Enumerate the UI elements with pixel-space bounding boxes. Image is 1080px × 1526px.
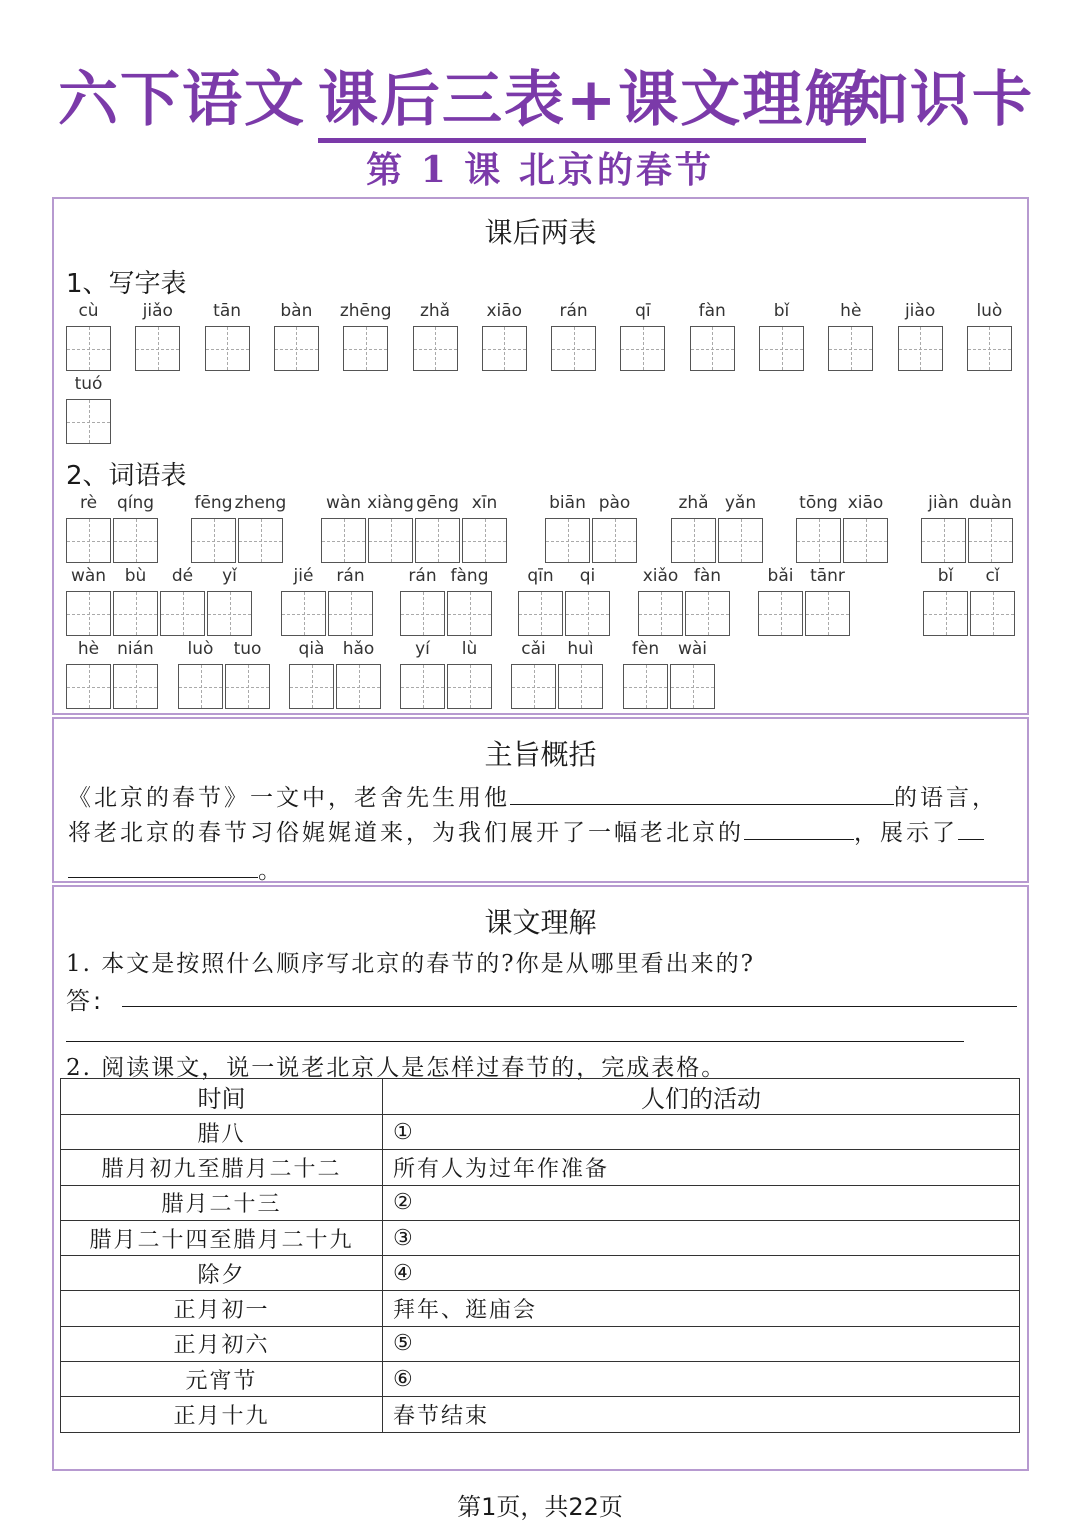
write-cell[interactable]: [690, 326, 735, 371]
write-cell[interactable]: [759, 326, 804, 371]
write-pinyin: cù: [78, 301, 99, 321]
write-pinyin: qī: [635, 301, 651, 321]
row-activity[interactable]: ⑤: [383, 1326, 1020, 1361]
write-cell[interactable]: [413, 326, 458, 371]
row-activity[interactable]: 所有人为过年作准备: [383, 1150, 1020, 1185]
table-row: [61, 1291, 1020, 1326]
word-pinyin: yí: [415, 639, 430, 659]
theme-line-2: [68, 814, 984, 847]
word-cell[interactable]: [238, 518, 283, 563]
word-pinyin: zheng: [234, 493, 287, 513]
write-cell[interactable]: [828, 326, 873, 371]
title-left: 六下语文: [58, 65, 306, 135]
word-cell[interactable]: [638, 591, 683, 636]
word-pinyin: dé: [171, 566, 194, 586]
theme-blank-1[interactable]: [510, 783, 894, 805]
write-cell[interactable]: [274, 326, 319, 371]
word-cell[interactable]: [415, 518, 460, 563]
word-pinyin: fēng: [194, 493, 233, 513]
character-tables-panel: [52, 197, 1029, 715]
table-row: [61, 1220, 1020, 1255]
write-cell[interactable]: [967, 326, 1012, 371]
word-pinyin: duàn: [969, 493, 1012, 513]
word-pinyin: luò: [187, 639, 214, 659]
row-activity[interactable]: ⑥: [383, 1362, 1020, 1397]
word-cell[interactable]: [66, 591, 111, 636]
row-time: 元宵节: [61, 1362, 383, 1397]
answer-line-1[interactable]: [122, 1006, 1017, 1007]
row-activity[interactable]: ②: [383, 1185, 1020, 1220]
write-pinyin: fàn: [698, 301, 726, 321]
write-cell[interactable]: [482, 326, 527, 371]
word-pinyin: hè: [77, 639, 100, 659]
write-pinyin: xiāo: [486, 301, 523, 321]
word-pinyin: tānr: [810, 566, 845, 586]
word-pinyin: rán: [408, 566, 437, 586]
word-pinyin: xiǎo: [642, 566, 679, 586]
answer-line-2[interactable]: [66, 1041, 964, 1042]
word-pinyin: pào: [598, 493, 631, 513]
word-pinyin: fàn: [693, 566, 722, 586]
theme-blank-2[interactable]: [744, 818, 854, 840]
row-time: 正月初六: [61, 1326, 383, 1361]
word-cell[interactable]: [758, 591, 803, 636]
word-cell[interactable]: [113, 664, 158, 709]
word-cell[interactable]: [565, 591, 610, 636]
question-1: 1. 本文是按照什么顺序写北京的春节的?你是从哪里看出来的?: [66, 951, 755, 977]
theme-line-3: [68, 852, 284, 885]
word-cell[interactable]: [160, 591, 205, 636]
theme-line-1-end: 的语言，: [894, 785, 998, 811]
write-pinyin: zhēng: [339, 301, 392, 321]
write-pinyin: tuó: [74, 374, 103, 394]
word-cell[interactable]: [66, 664, 111, 709]
table-row: [61, 1397, 1020, 1432]
word-cell[interactable]: [225, 664, 270, 709]
row-activity[interactable]: ④: [383, 1256, 1020, 1291]
word-cell[interactable]: [289, 664, 334, 709]
word-pinyin: rè: [79, 493, 98, 513]
word-cell[interactable]: [113, 591, 158, 636]
word-cell[interactable]: [623, 664, 668, 709]
word-cell[interactable]: [970, 591, 1015, 636]
word-cell[interactable]: [921, 518, 966, 563]
page-title: [0, 52, 1080, 135]
row-time: 腊月二十四至腊月二十九: [61, 1220, 383, 1255]
word-cell[interactable]: [511, 664, 556, 709]
word-cell[interactable]: [66, 518, 111, 563]
word-pinyin: bù: [124, 566, 147, 586]
theme-heading: 主旨概括: [484, 738, 597, 771]
understanding-heading: 课文理解: [484, 906, 597, 939]
row-time: 除夕: [61, 1256, 383, 1291]
word-pinyin: yǎn: [724, 493, 757, 513]
write-cell[interactable]: [620, 326, 665, 371]
write-cell[interactable]: [66, 326, 111, 371]
word-pinyin: rán: [336, 566, 365, 586]
theme-line-2-end: ，展示了: [854, 820, 958, 846]
row-time: 腊月初九至腊月二十二: [61, 1150, 383, 1185]
table-row: [61, 1150, 1020, 1185]
row-activity[interactable]: ③: [383, 1220, 1020, 1255]
theme-blank-3a[interactable]: [958, 818, 984, 840]
word-pinyin: wàn: [325, 493, 362, 513]
word-pinyin: zhǎ: [678, 493, 709, 513]
activities-table: [60, 1078, 1020, 1433]
word-pinyin: qià: [298, 639, 325, 659]
theme-line-1: [68, 779, 998, 812]
word-pinyin: lù: [461, 639, 478, 659]
word-cell[interactable]: [400, 591, 445, 636]
word-pinyin: tuo: [233, 639, 262, 659]
word-cell[interactable]: [805, 591, 850, 636]
word-pinyin: huì: [567, 639, 594, 659]
word-cell[interactable]: [368, 518, 413, 563]
word-pinyin: xīn: [471, 493, 498, 513]
word-cell[interactable]: [518, 591, 563, 636]
word-pinyin: cǐ: [985, 566, 1000, 586]
word-pinyin: jié: [293, 566, 314, 586]
word-pinyin: wàn: [70, 566, 107, 586]
title-right: 知识卡: [848, 65, 1034, 135]
word-cell[interactable]: [191, 518, 236, 563]
write-table-title: 1、写字表: [66, 269, 187, 299]
word-pinyin: bǎi: [767, 566, 794, 586]
word-pinyin: gēng: [416, 493, 459, 513]
word-pinyin: xiàng: [367, 493, 414, 513]
word-pinyin: fèn: [631, 639, 660, 659]
word-pinyin: tōng: [799, 493, 838, 513]
write-pinyin: hè: [840, 301, 862, 321]
lesson-title: 第 1 课 北京的春节: [366, 149, 714, 191]
write-cell[interactable]: [551, 326, 596, 371]
table-row: [61, 1185, 1020, 1220]
word-cell[interactable]: [843, 518, 888, 563]
word-pinyin: fàng: [450, 566, 489, 586]
title-mid: 课后三表+课文理解: [318, 52, 866, 143]
word-pinyin: qi: [579, 566, 596, 586]
write-pinyin: luò: [976, 301, 1003, 321]
word-pinyin: jiàn: [928, 493, 959, 513]
theme-line-1-start: 《北京的春节》一文中，老舍先生用他: [68, 785, 510, 811]
table-row: [61, 1115, 1020, 1150]
table-header-row: [61, 1079, 1020, 1115]
write-pinyin: rán: [559, 301, 588, 321]
word-cell[interactable]: [923, 591, 968, 636]
write-pinyin: tān: [213, 301, 242, 321]
theme-line-2-start: 将老北京的春节习俗娓娓道来，为我们展开了一幅老北京的: [68, 820, 744, 846]
word-pinyin: yǐ: [222, 566, 237, 586]
word-cell[interactable]: [178, 664, 223, 709]
table-row: [61, 1256, 1020, 1291]
word-pinyin: cǎi: [521, 639, 546, 659]
word-cell[interactable]: [968, 518, 1013, 563]
word-table-title: 2、词语表: [66, 461, 187, 491]
write-pinyin: jiào: [904, 301, 936, 321]
write-pinyin: zhǎ: [419, 301, 451, 321]
word-pinyin: qīn: [527, 566, 554, 586]
header-activity: 人们的活动: [383, 1079, 1020, 1115]
row-time: 正月初一: [61, 1291, 383, 1326]
header-time: 时间: [61, 1079, 383, 1115]
word-cell[interactable]: [592, 518, 637, 563]
word-cell[interactable]: [447, 591, 492, 636]
word-cell[interactable]: [321, 518, 366, 563]
word-cell[interactable]: [670, 664, 715, 709]
word-cell[interactable]: [545, 518, 590, 563]
word-pinyin: hǎo: [342, 639, 375, 659]
answer-label: 答:: [66, 987, 105, 1015]
theme-line-3-end: 。: [258, 858, 284, 884]
write-pinyin: bǐ: [773, 301, 790, 321]
row-time: 腊月二十三: [61, 1185, 383, 1220]
word-cell[interactable]: [558, 664, 603, 709]
word-cell[interactable]: [207, 591, 252, 636]
word-cell[interactable]: [462, 518, 507, 563]
word-pinyin: nián: [117, 639, 154, 659]
word-cell[interactable]: [685, 591, 730, 636]
word-cell[interactable]: [336, 664, 381, 709]
row-time: 正月十九: [61, 1397, 383, 1432]
write-cell[interactable]: [898, 326, 943, 371]
word-pinyin: biān: [549, 493, 586, 513]
word-pinyin: bǐ: [937, 566, 954, 586]
word-cell[interactable]: [400, 664, 445, 709]
word-cell[interactable]: [328, 591, 373, 636]
theme-blank-3b[interactable]: [68, 856, 258, 878]
table-row: [61, 1362, 1020, 1397]
write-cell[interactable]: [343, 326, 388, 371]
page-indicator: 第1页，共22页: [457, 1493, 623, 1521]
word-pinyin: wài: [677, 639, 708, 659]
row-activity[interactable]: 春节结束: [383, 1397, 1020, 1432]
write-cell[interactable]: [66, 399, 111, 444]
word-cell[interactable]: [718, 518, 763, 563]
word-cell[interactable]: [113, 518, 158, 563]
write-pinyin: jiǎo: [142, 301, 173, 321]
word-pinyin: xiāo: [847, 493, 884, 513]
character-tables-heading: 课后两表: [484, 216, 597, 249]
question-2: 2. 阅读课文，说一说老北京人是怎样过春节的，完成表格。: [66, 1055, 727, 1081]
word-cell[interactable]: [447, 664, 492, 709]
write-pinyin: bàn: [280, 301, 313, 321]
theme-panel: [52, 717, 1029, 883]
write-cell[interactable]: [205, 326, 250, 371]
word-pinyin: qíng: [116, 493, 155, 513]
row-activity[interactable]: ①: [383, 1115, 1020, 1150]
row-time: 腊八: [61, 1115, 383, 1150]
row-activity[interactable]: 拜年、逛庙会: [383, 1291, 1020, 1326]
word-cell[interactable]: [671, 518, 716, 563]
word-cell[interactable]: [281, 591, 326, 636]
table-row: [61, 1326, 1020, 1361]
word-cell[interactable]: [796, 518, 841, 563]
write-cell[interactable]: [135, 326, 180, 371]
